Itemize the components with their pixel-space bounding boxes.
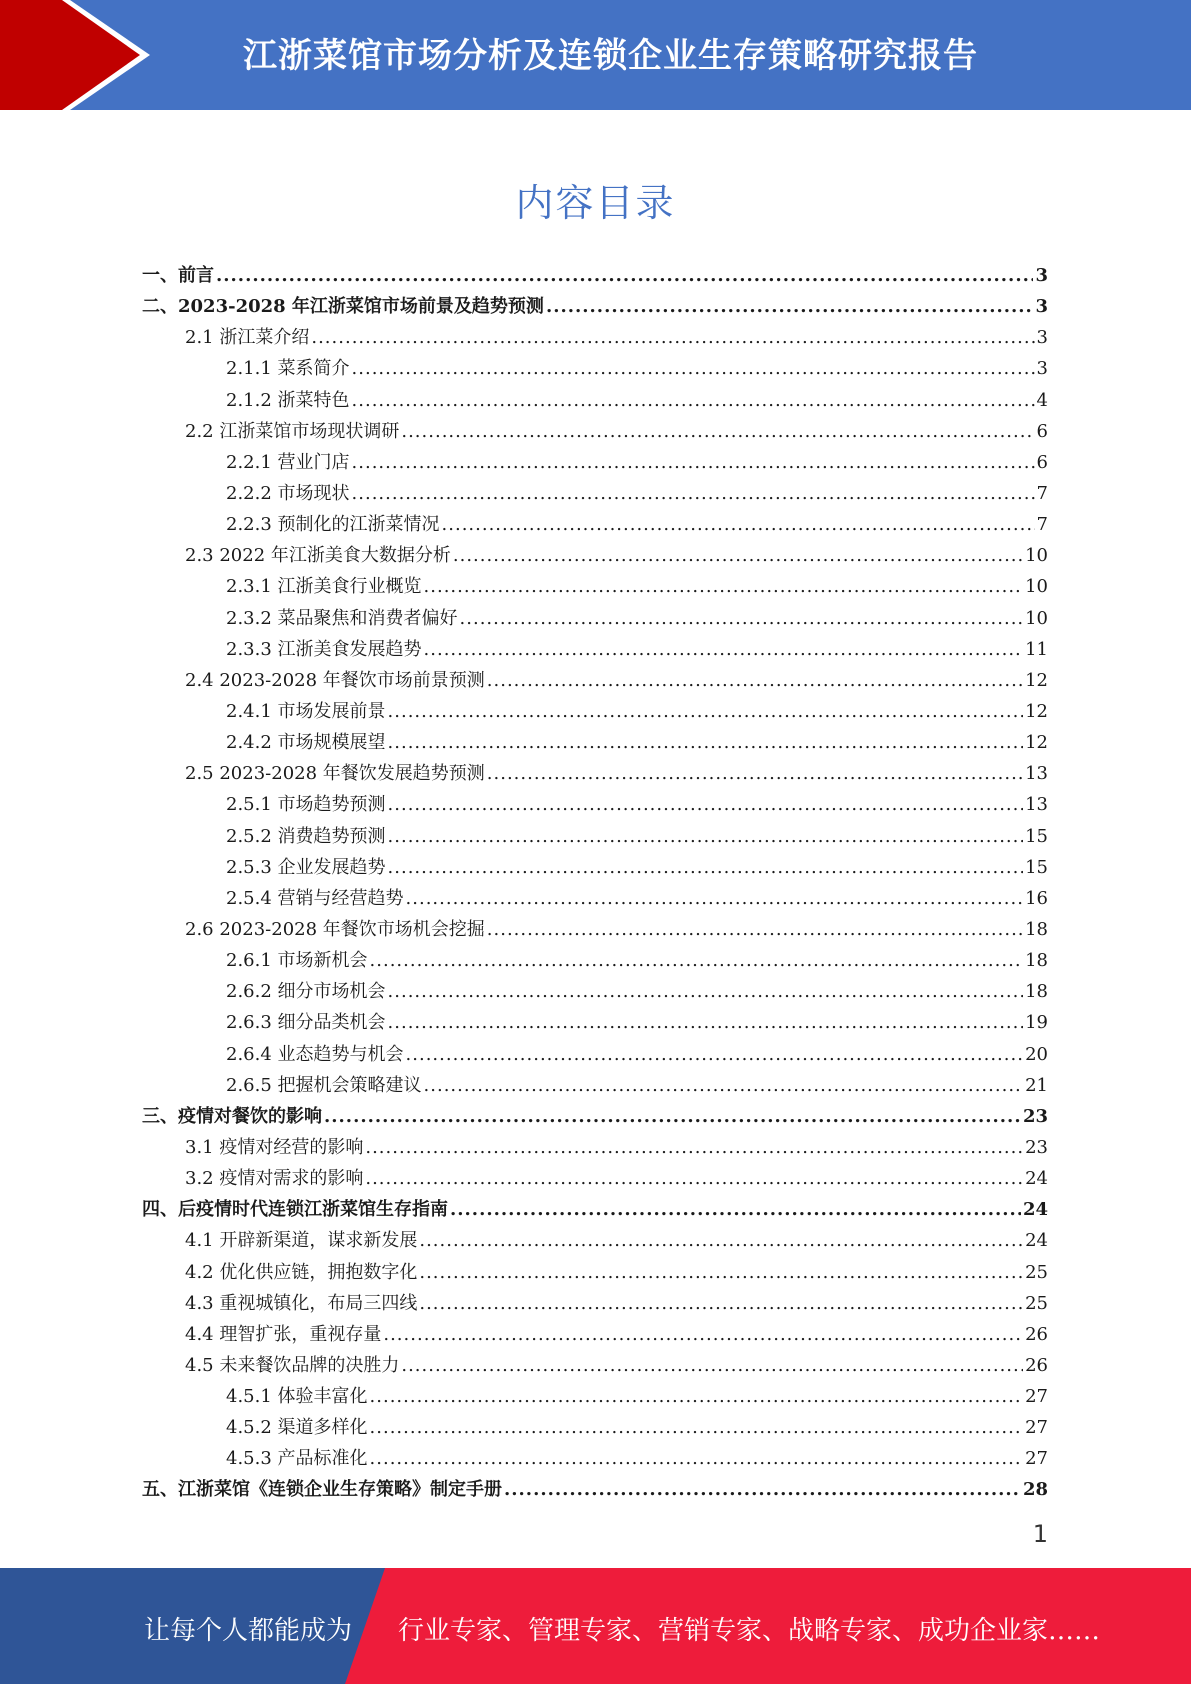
toc-entry-page: 6 [1036,420,1048,442]
toc-entry-title: 2.2.2 市场现状 [226,482,350,504]
toc-entry[interactable] [142,948,1048,979]
toc-entry-title: 2.4 2023-2028 年餐饮市场前景预测 [185,669,485,691]
footer-slogan-right: 行业专家、管理专家、营销专家、战略专家、成功企业家…… [398,1616,1101,1646]
toc-dot-leader [216,263,1033,289]
toc-entry[interactable] [142,1228,1048,1259]
toc-entry[interactable] [142,699,1048,730]
toc-entry-title: 2.2.1 营业门店 [226,451,350,473]
toc-dot-leader [424,574,1024,600]
toc-dot-leader [370,1446,1024,1472]
toc-entry-title: 2.5.1 市场趋势预测 [226,794,386,816]
toc-dot-leader [419,1228,1023,1254]
toc-dot-leader [442,512,1035,538]
toc-dot-leader [487,917,1023,943]
toc-entry-title: 2.3 2022 年江浙美食大数据分析 [185,545,451,567]
toc-entry[interactable] [142,1166,1048,1197]
toc-entry[interactable] [142,824,1048,855]
toc-entry-page: 23 [1025,1136,1048,1158]
toc-entry[interactable] [142,388,1048,419]
toc-entry-page: 4 [1036,389,1048,411]
toc-entry[interactable] [142,855,1048,886]
toc-entry-page: 19 [1025,1012,1048,1034]
toc-dot-leader [324,1104,1021,1130]
toc-entry-page: 13 [1025,763,1048,785]
toc-entry-page: 20 [1025,1043,1048,1065]
toc-dot-leader [352,388,1035,414]
toc-entry-page: 12 [1025,669,1048,691]
toc-entry-page: 3 [1035,265,1048,286]
toc-dot-leader [370,1415,1024,1441]
toc-entry-title: 2.5.3 企业发展趋势 [226,856,386,878]
toc-entry-page: 24 [1025,1168,1048,1190]
toc-entry-title: 4.5.3 产品标准化 [226,1448,368,1470]
toc-entry-title: 一、前言 [142,265,214,286]
toc-dot-leader [450,1197,1021,1223]
toc-dot-leader [419,1260,1023,1286]
toc-entry[interactable] [142,481,1048,512]
toc-entry-page: 21 [1025,1074,1048,1096]
toc-entry-title: 二、2023-2028 年江浙菜馆市场前景及趋势预测 [142,296,544,318]
toc-dot-leader [388,1010,1024,1036]
toc-entry-page: 3 [1035,296,1048,318]
toc-entry-page: 11 [1025,638,1048,660]
toc-entry[interactable] [142,1446,1048,1477]
toc-dot-leader [352,356,1035,382]
toc-entry-page: 23 [1022,1105,1048,1127]
toc-entry-title: 2.4.1 市场发展前景 [226,700,386,722]
toc-entry[interactable] [142,450,1048,481]
toc-dot-leader [388,979,1024,1005]
footer-banner [0,1568,1191,1684]
toc-entry-page: 10 [1025,607,1048,629]
toc-entry[interactable] [142,356,1048,387]
toc-dot-leader [424,1073,1024,1099]
toc-entry-page: 28 [1022,1479,1048,1501]
toc-entry[interactable] [142,543,1048,574]
toc-dot-leader [388,730,1024,756]
toc-entry[interactable] [142,1010,1048,1041]
toc-dot-leader [406,1042,1024,1068]
toc-entry-title: 4.2 优化供应链，拥抱数字化 [185,1261,418,1283]
toc-entry-title: 2.5 2023-2028 年餐饮发展趋势预测 [185,763,485,785]
toc-entry[interactable] [142,1415,1048,1446]
toc-heading: 内容目录 [515,181,676,225]
toc-entry[interactable] [142,1197,1048,1228]
toc-entry-title: 2.6.1 市场新机会 [226,950,368,972]
toc-entry[interactable] [142,668,1048,699]
toc-dot-leader [504,1477,1021,1503]
toc-dot-leader [419,1291,1023,1317]
toc-entry-title: 2.2 江浙菜馆市场现状调研 [185,420,400,442]
toc-dot-leader [388,855,1024,881]
toc-entry-title: 三、疫情对餐饮的影响 [142,1105,322,1127]
toc-entry-title: 2.3.2 菜品聚焦和消费者偏好 [226,607,458,629]
toc-entry-page: 27 [1025,1417,1048,1439]
toc-entry-page: 18 [1025,918,1048,940]
toc-entry-page: 27 [1025,1448,1048,1470]
toc-entry[interactable] [142,1353,1048,1384]
toc-dot-leader [370,948,1024,974]
toc-entry[interactable] [142,917,1048,948]
toc-entry[interactable] [142,325,1048,356]
toc-entry-page: 7 [1036,514,1048,536]
toc-entry-title: 2.6 2023-2028 年餐饮市场机会挖掘 [185,918,485,940]
toc-dot-leader [311,325,1034,351]
toc-entry-title: 2.6.5 把握机会策略建议 [226,1074,422,1096]
toc-entry[interactable] [142,761,1048,792]
toc-entry-title: 2.6.4 业态趋势与机会 [226,1043,404,1065]
toc-entry-title: 2.3.3 江浙美食发展趋势 [226,638,422,660]
toc-entry-title: 2.5.2 消费趋势预测 [226,825,386,847]
toc-entry[interactable] [142,1135,1048,1166]
toc-entry-title: 2.5.4 营销与经营趋势 [226,887,404,909]
toc-entry-title: 3.1 疫情对经营的影响 [185,1136,364,1158]
toc-entry-page: 16 [1025,887,1048,909]
toc-entry-title: 2.1.2 浙菜特色 [226,389,350,411]
toc-entry-page: 27 [1025,1386,1048,1408]
toc-entry-page: 25 [1025,1261,1048,1283]
toc-entry[interactable] [142,512,1048,543]
toc-entry[interactable] [142,637,1048,668]
table-of-contents [142,263,1048,1509]
toc-entry-page: 12 [1025,700,1048,722]
toc-dot-leader [365,1166,1023,1192]
toc-dot-leader [388,699,1024,725]
toc-entry[interactable] [142,1322,1048,1353]
toc-entry[interactable] [142,1042,1048,1073]
toc-entry-title: 2.6.2 细分市场机会 [226,981,386,1003]
toc-dot-leader [487,761,1023,787]
toc-entry-page: 10 [1025,545,1048,567]
toc-entry[interactable] [142,1260,1048,1291]
toc-entry-title: 4.5.1 体验丰富化 [226,1386,368,1408]
toc-entry-page: 12 [1025,732,1048,754]
page-number: 1 [1032,1520,1048,1548]
toc-dot-leader [401,1353,1023,1379]
toc-entry[interactable] [142,574,1048,605]
header-banner [0,0,1191,110]
toc-dot-leader [365,1135,1023,1161]
toc-entry[interactable] [142,263,1048,294]
toc-entry-title: 五、江浙菜馆《连锁企业生存策略》制定手册 [142,1479,502,1501]
toc-entry-page: 3 [1036,327,1048,349]
toc-entry-title: 2.6.3 细分品类机会 [226,1012,386,1034]
toc-entry[interactable] [142,979,1048,1010]
toc-entry[interactable] [142,730,1048,761]
toc-entry-title: 4.3 重视城镇化，布局三四线 [185,1292,418,1314]
toc-entry-title: 4.4 理智扩张，重视存量 [185,1323,382,1345]
toc-entry[interactable] [142,606,1048,637]
toc-entry-title: 2.4.2 市场规模展望 [226,732,386,754]
toc-entry-title: 2.1 浙江菜介绍 [185,327,310,349]
toc-entry-page: 25 [1025,1292,1048,1314]
footer-slogan-left: 让每个人都能成为 [144,1616,353,1646]
toc-dot-leader [453,543,1023,569]
toc-dot-leader [383,1322,1023,1348]
toc-entry[interactable] [142,1291,1048,1322]
toc-dot-leader [401,419,1034,445]
toc-dot-leader [424,637,1024,663]
toc-entry-page: 7 [1036,482,1048,504]
toc-dot-leader [406,886,1024,912]
toc-entry-page: 26 [1025,1354,1048,1376]
toc-dot-leader [388,792,1024,818]
toc-entry-page: 15 [1025,825,1048,847]
toc-dot-leader [388,824,1024,850]
toc-entry-title: 4.5.2 渠道多样化 [226,1417,368,1439]
toc-entry-page: 24 [1022,1199,1048,1221]
toc-dot-leader [487,668,1023,694]
toc-dot-leader [352,450,1035,476]
toc-entry[interactable] [142,1477,1048,1508]
toc-entry-title: 2.3.1 江浙美食行业概览 [226,576,422,598]
toc-entry-title: 4.5 未来餐饮品牌的决胜力 [185,1354,400,1376]
toc-entry[interactable] [142,294,1048,325]
toc-entry[interactable] [142,1104,1048,1135]
toc-entry-page: 18 [1025,950,1048,972]
toc-dot-leader [460,606,1024,632]
toc-entry-title: 四、后疫情时代连锁江浙菜馆生存指南 [142,1199,448,1221]
toc-entry-page: 24 [1025,1230,1048,1252]
toc-entry-page: 15 [1025,856,1048,878]
toc-entry[interactable] [142,1384,1048,1415]
toc-dot-leader [352,481,1035,507]
toc-entry[interactable] [142,419,1048,450]
toc-entry[interactable] [142,792,1048,823]
toc-entry[interactable] [142,886,1048,917]
report-title: 江浙菜馆市场分析及连锁企业生存策略研究报告 [243,36,978,76]
toc-entry-page: 6 [1036,451,1048,473]
toc-entry-title: 3.2 疫情对需求的影响 [185,1168,364,1190]
toc-entry-page: 10 [1025,576,1048,598]
toc-dot-leader [546,294,1034,320]
toc-entry[interactable] [142,1073,1048,1104]
toc-entry-title: 2.2.3 预制化的江浙菜情况 [226,514,440,536]
toc-entry-title: 4.1 开辟新渠道，谋求新发展 [185,1230,418,1252]
toc-entry-title: 2.1.1 菜系简介 [226,358,350,380]
toc-entry-page: 13 [1025,794,1048,816]
toc-entry-page: 26 [1025,1323,1048,1345]
toc-entry-page: 3 [1036,358,1048,380]
toc-entry-page: 18 [1025,981,1048,1003]
toc-dot-leader [370,1384,1024,1410]
